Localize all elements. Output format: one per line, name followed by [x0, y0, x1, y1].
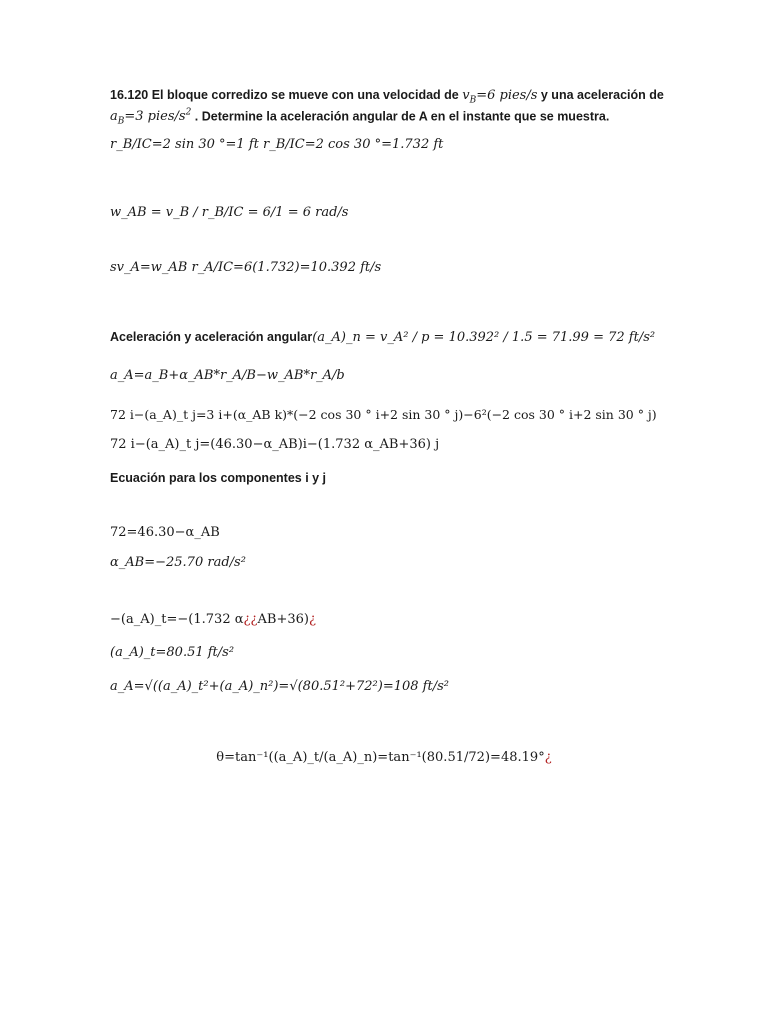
eq-at-value: (a_A)_t=80.51 ft/s²	[110, 645, 235, 660]
problem-text-cont: y una aceleración de	[537, 88, 664, 102]
eq-r-values: r_B/IC=2 sin 30 °=1 ft r_B/IC=2 cos 30 °=1.732 ft	[110, 137, 444, 152]
eq-72: 72=46.30−α_AB	[110, 525, 220, 540]
eq-v-a: sv_A=w_AB r_A/IC=6(1.732)=10.392 ft/s	[110, 260, 382, 275]
eq-components-1: 72 i−(a_A)_t j=3 i+(α_AB k)*(−2 cos 30 ° i+2 sin 30 ° j)−6²(−2 cos 30 ° i+2 sin 30 ° j)	[110, 407, 657, 422]
accel-line	[110, 326, 655, 345]
problem-statement-line-1	[110, 88, 664, 106]
eq-theta: θ=tan⁻¹((a_A)_t/(a_A)_n)=tan⁻¹(80.51/72)=48.19°¿	[216, 750, 552, 765]
math-vb: $v_B=6$ pies/s	[462, 88, 538, 106]
eq-accel-normal: (a_A)_n = v_A² / p = 10.392² / 1.5 = 71.99 = 72 ft/s²	[312, 330, 656, 345]
eq-a-magnitude: a_A=√((a_A)_t²+(a_A)_n²)=√(80.51²+72²)=108 ft/s²	[110, 679, 449, 694]
eq-components-2: 72 i−(a_A)_t j=(46.30−α_AB)i−(1.732 α_AB+36) j	[110, 437, 440, 452]
eq-alpha-ab: α_AB=−25.70 rad/s²	[110, 555, 246, 570]
components-label: Ecuación para los componentes i y j	[110, 471, 327, 485]
eq-w-ab: w_AB = v_B / r_B/IC = 6/1 = 6 rad/s	[110, 205, 349, 220]
accel-label: Aceleración y aceleración angular	[110, 330, 313, 344]
eq-neg-at: −(a_A)_t=−(1.732 α¿¿AB+36)¿	[110, 612, 316, 627]
math-ab: $a_B=3$ pies/$s^2$	[110, 108, 192, 127]
problem-text-cont-2: . Determine la aceleración angular de A en el instante que se muestra.	[191, 109, 610, 124]
eq-a-a-vector: a_A=a_B+α_AB*r_A/B−w_AB*r_A/b	[110, 368, 345, 383]
problem-text: 16.120 El bloque corredizo se mueve con una velocidad de	[110, 88, 463, 102]
problem-statement-line-2	[110, 108, 609, 127]
